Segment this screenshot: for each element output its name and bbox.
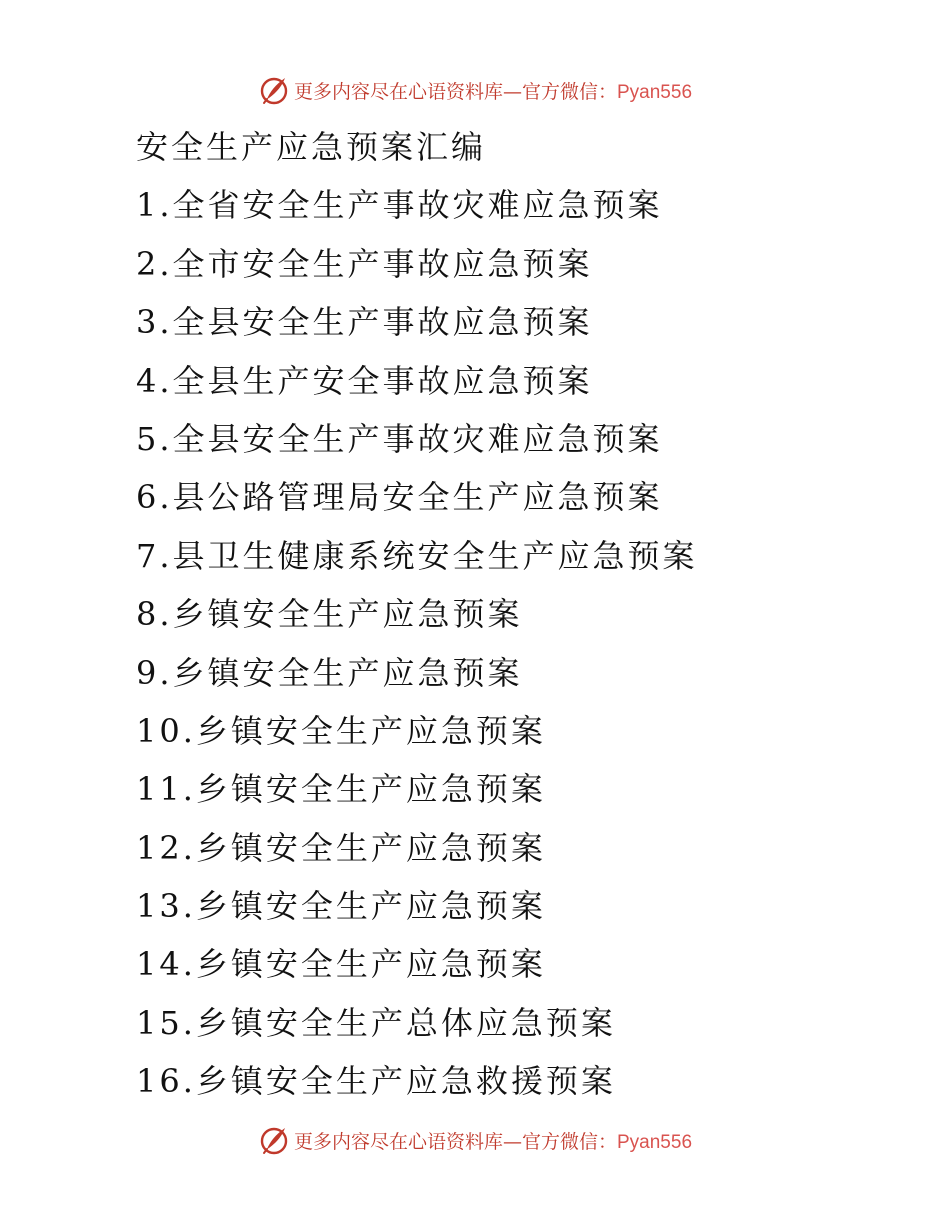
watermark-main: 更多内容尽在心语资料库—官方微信：	[293, 80, 617, 103]
watermark-id: Pyan556	[617, 1131, 693, 1153]
list-item: 10.乡镇安全生产应急预案	[136, 711, 546, 750]
list-item: 6.县公路管理局安全生产应急预案	[136, 478, 663, 517]
list-item: 12.乡镇安全生产应急预案	[136, 828, 546, 867]
list-item: 9.乡镇安全生产应急预案	[136, 653, 523, 692]
watermark-text	[294, 1127, 692, 1154]
quill-logo-icon	[258, 74, 290, 106]
header-watermark	[0, 70, 950, 110]
list-item: 16.乡镇安全生产应急救援预案	[136, 1062, 616, 1101]
footer-watermark	[0, 1120, 950, 1160]
list-item: 1.全省安全生产事故灾难应急预案	[136, 186, 663, 225]
document-body	[136, 118, 896, 1111]
list-item: 7.县卫生健康系统安全生产应急预案	[136, 536, 698, 575]
watermark-id: Pyan556	[617, 81, 693, 103]
list-item: 11.乡镇安全生产应急预案	[136, 770, 546, 809]
list-item: 5.全县安全生产事故灾难应急预案	[136, 419, 663, 458]
list-item: 3.全县安全生产事故应急预案	[136, 303, 593, 342]
list-item: 8.乡镇安全生产应急预案	[136, 595, 523, 634]
list-item: 14.乡镇安全生产应急预案	[136, 945, 546, 984]
contents-list	[136, 176, 896, 1110]
watermark-main: 更多内容尽在心语资料库—官方微信：	[293, 1130, 617, 1153]
watermark-text	[294, 77, 692, 104]
list-item: 13.乡镇安全生产应急预案	[136, 887, 546, 926]
list-item: 15.乡镇安全生产总体应急预案	[136, 1003, 616, 1042]
list-item: 4.全县生产安全事故应急预案	[136, 361, 593, 400]
list-item: 2.全市安全生产事故应急预案	[136, 244, 593, 283]
quill-logo-icon	[258, 1124, 290, 1156]
document-title: 安全生产应急预案汇编	[136, 128, 487, 166]
